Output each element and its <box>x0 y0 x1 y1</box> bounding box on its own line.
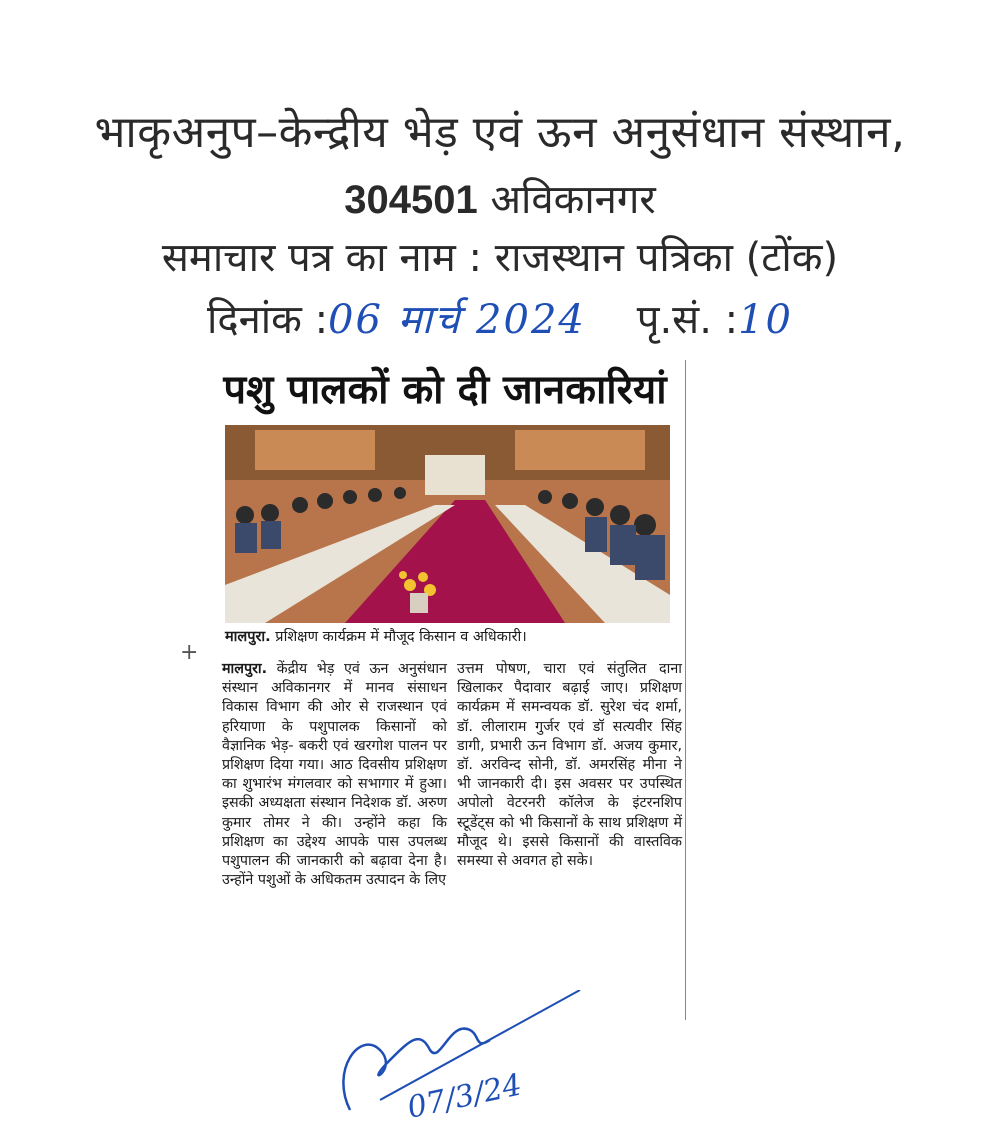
crosshair-mark: + <box>180 640 199 665</box>
date-line <box>0 290 1000 345</box>
signature-scribble <box>320 990 620 1130</box>
handwritten-signature <box>320 990 620 1130</box>
signature-date: 07/3/24 <box>404 1067 525 1126</box>
dateline: मालपुरा. <box>222 661 268 677</box>
newspaper-line <box>0 228 1000 283</box>
date-value: 06 मार्च 2024 <box>328 297 586 343</box>
photo-caption <box>225 626 685 646</box>
caption-text: प्रशिक्षण कार्यक्रम में मौजूद किसान व अधिकारी। <box>270 629 527 645</box>
date-label: दिनांक : <box>206 297 329 343</box>
page-value: 10 <box>738 297 794 343</box>
clipping-edge <box>685 360 686 1020</box>
institute-location <box>0 170 1000 225</box>
article-column-2 <box>457 660 682 871</box>
column-1-text: केंद्रीय भेड़ एवं ऊन अनुसंधान संस्थान अविकानगर में मानव संसाधन विकास विभाग की ओर से राजस्थान एवं हरियाणा के पशुपालक किसानों को वैज्ञानिक भेड़- बकरी एवं खरगोश पालन पर प्रशिक्षण दिया गया। आठ दिवसीय प्रशिक्षण का शुभारंभ मंगलवार को सभागार में हुआ। इसकी अध्यक्षता संस्थान निदेशक डॉ. अरुण कुमार तोमर ने की। उन्होंने कहा कि प्रशिक्षण का उद्देश्य आपके पास उपलब्ध पशुपालन की जानकारी को बढ़ावा देना है। उन्होंने पशुओं के अधिकतम उत्पादन के लिए <box>222 661 447 889</box>
institute-name: भाकृअनुप–केन्द्रीय भेड़ एवं ऊन अनुसंधान संस्थान, <box>94 107 906 158</box>
article-column-1 <box>222 660 447 890</box>
newspaper-label: समाचार पत्र का नाम : <box>161 235 482 281</box>
meeting-photo <box>225 425 670 623</box>
article-headline: पशु पालकों को दी जानकारियां <box>223 367 667 413</box>
column-2-text: उत्तम पोषण, चारा एवं संतुलित दाना खिलाकर पैदावार बढ़ाई जाए। प्रशिक्षण कार्यक्रम में समन्वयक डॉ. सुरेश चंद शर्मा, डॉ. लीलाराम गुर्जर एवं डॉ सत्यवीर सिंह डागी, प्रभारी ऊन विभाग डॉ. अजय कुमार, डॉ. अरविन्द सोनी, डॉ. अमरसिंह मीना ने भी जानकारी दी। इस अवसर पर उपस्थित अपोलो वेटरनरी कॉलेज के इंटरनशिप स्टूडेंट्स को भी किसानों के साथ प्रशिक्षण में मौजूद थे। इससे किसानों की वास्तविक समस्या से अवगत हो सके। <box>457 661 682 870</box>
place-name: अविकानगर <box>490 177 656 223</box>
pin-code: 304501 <box>344 178 478 222</box>
newspaper-name: राजस्थान पत्रिका (टोंक) <box>494 235 839 281</box>
page-label: पृ.सं. : <box>636 297 739 343</box>
caption-place: मालपुरा. <box>225 629 271 645</box>
meeting-photo-illustration <box>225 425 670 623</box>
